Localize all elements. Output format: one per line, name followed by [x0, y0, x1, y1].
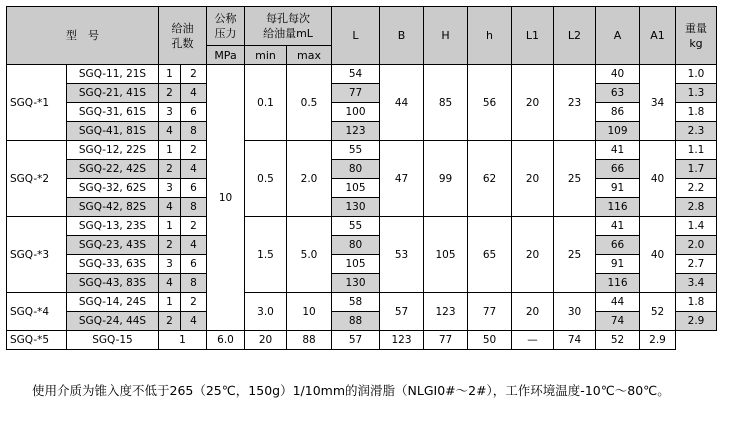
group-label: SGQ-*2: [7, 141, 67, 217]
weight-cell: 1.8: [676, 293, 717, 312]
table-row: [7, 331, 717, 350]
table-row: [7, 293, 717, 312]
B-cell: 44: [380, 65, 424, 141]
holes-cell: 6: [181, 179, 207, 198]
L-cell: 105: [332, 179, 380, 198]
table-row: [7, 65, 717, 84]
header-L2: L2: [554, 7, 596, 65]
L-cell: 130: [332, 274, 380, 293]
weight-cell: 3.4: [676, 274, 717, 293]
model-cell: SGQ-13, 23S: [67, 217, 159, 236]
model-cell: SGQ-31, 61S: [67, 103, 159, 122]
A1-cell: 40: [640, 217, 676, 293]
vmax-cell: 2.0: [287, 141, 332, 217]
A-cell: 66: [596, 236, 640, 255]
usage-note-text: 使用介质为锥入度不低于265（25℃，150g）1/10mm的润滑脂（NLGI0#～2#），工作环境温度-10℃～80℃。: [32, 383, 670, 398]
weight-cell: 2.0: [676, 236, 717, 255]
holes-cell: 1: [159, 331, 207, 350]
L1-cell: 20: [512, 293, 554, 331]
table-row: [7, 122, 717, 141]
holes-cell: 2: [181, 65, 207, 84]
H-cell: 105: [424, 217, 468, 293]
weight-cell: 2.9: [640, 331, 676, 350]
holes-cell: 2: [159, 312, 181, 331]
weight-cell: 2.7: [676, 255, 717, 274]
header-h: h: [468, 7, 512, 65]
holes-cell: 2: [159, 160, 181, 179]
holes-cell: 6: [181, 255, 207, 274]
A-cell: 74: [596, 312, 640, 331]
table-row: [7, 255, 717, 274]
holes-cell: 2: [181, 141, 207, 160]
holes-cell: 2: [181, 293, 207, 312]
vmin-cell: 0.5: [245, 141, 287, 217]
A1-cell: 34: [640, 65, 676, 141]
L-cell: 130: [332, 198, 380, 217]
L-cell: 55: [332, 141, 380, 160]
A-cell: 116: [596, 274, 640, 293]
h-cell: 56: [468, 65, 512, 141]
L-cell: 100: [332, 103, 380, 122]
holes-cell: 4: [181, 236, 207, 255]
weight-cell: 1.8: [676, 103, 717, 122]
L-cell: 88: [332, 312, 380, 331]
table-row: [7, 274, 717, 293]
group-label: SGQ-*1: [7, 65, 67, 141]
model-cell: SGQ-42, 82S: [67, 198, 159, 217]
L1-cell: 20: [512, 217, 554, 293]
table-row: [7, 84, 717, 103]
header-holes: 给油 孔数: [159, 7, 207, 65]
spec-table: [6, 6, 717, 350]
L1-cell: 50: [468, 331, 512, 350]
vmax-cell: 5.0: [287, 217, 332, 293]
weight-cell: 1.1: [676, 141, 717, 160]
header-pressure-line1: 公称: [214, 12, 237, 25]
holes-cell: 3: [159, 255, 181, 274]
holes-cell: 2: [159, 84, 181, 103]
L-cell: 54: [332, 65, 380, 84]
H-cell: 85: [424, 65, 468, 141]
table-row: [7, 179, 717, 198]
header-pressure: [207, 7, 245, 46]
H-cell: 123: [380, 331, 424, 350]
header-vmin: min: [245, 46, 287, 65]
vmin-cell: 1.5: [245, 217, 287, 293]
weight-cell: 2.2: [676, 179, 717, 198]
group-label: SGQ-*4: [7, 293, 67, 331]
L-cell: 88: [287, 331, 332, 350]
vmin-cell: 6.0: [207, 331, 245, 350]
holes-cell: 4: [159, 274, 181, 293]
table-row: [7, 198, 717, 217]
L2-cell: 30: [554, 293, 596, 331]
header-volume: 每孔每次 给油量mL: [245, 7, 332, 46]
model-cell: SGQ-21, 41S: [67, 84, 159, 103]
header-pressure-unit: MPa: [207, 46, 245, 65]
B-cell: 57: [332, 331, 380, 350]
model-cell: SGQ-41, 81S: [67, 122, 159, 141]
header-L: L: [332, 7, 380, 65]
holes-cell: 1: [159, 217, 181, 236]
weight-cell: 1.7: [676, 160, 717, 179]
header-pressure-line2: 压力: [214, 27, 237, 40]
table-row: [7, 160, 717, 179]
L-cell: 80: [332, 160, 380, 179]
A-cell: 109: [596, 122, 640, 141]
B-cell: 53: [380, 217, 424, 293]
table-row: [7, 236, 717, 255]
model-cell: SGQ-32, 62S: [67, 179, 159, 198]
holes-cell: 4: [159, 198, 181, 217]
h-cell: 62: [468, 141, 512, 217]
A1-cell: 52: [640, 293, 676, 331]
table-row: [7, 103, 717, 122]
vmin-cell: 3.0: [245, 293, 287, 331]
header-A1: A1: [640, 7, 676, 65]
holes-cell: 6: [181, 103, 207, 122]
model-cell: SGQ-24, 44S: [67, 312, 159, 331]
holes-cell: 4: [159, 122, 181, 141]
vmax-cell: 20: [245, 331, 287, 350]
H-cell: 123: [424, 293, 468, 331]
holes-cell: 8: [181, 198, 207, 217]
header-H: H: [424, 7, 468, 65]
holes-cell: 4: [181, 312, 207, 331]
holes-cell: 3: [159, 103, 181, 122]
A-cell: 40: [596, 65, 640, 84]
model-cell: SGQ-33, 63S: [67, 255, 159, 274]
L1-cell: 20: [512, 141, 554, 217]
usage-note: [8, 380, 723, 401]
A-cell: 116: [596, 198, 640, 217]
L-cell: 105: [332, 255, 380, 274]
table-row: [7, 312, 717, 331]
holes-cell: 2: [159, 236, 181, 255]
B-cell: 47: [380, 141, 424, 217]
A-cell: 44: [596, 293, 640, 312]
holes-cell: 8: [181, 122, 207, 141]
holes-cell: 4: [181, 160, 207, 179]
header-B: B: [380, 7, 424, 65]
holes-cell: 1: [159, 293, 181, 312]
A-cell: 41: [596, 217, 640, 236]
group-label: SGQ-*3: [7, 217, 67, 293]
holes-cell: 3: [159, 179, 181, 198]
model-cell: SGQ-15: [67, 331, 159, 350]
A1-cell: 40: [640, 141, 676, 217]
model-cell: SGQ-23, 43S: [67, 236, 159, 255]
H-cell: 99: [424, 141, 468, 217]
L2-cell: 25: [554, 217, 596, 293]
h-cell: 77: [424, 331, 468, 350]
A-cell: 91: [596, 255, 640, 274]
L-cell: 58: [332, 293, 380, 312]
model-cell: SGQ-14, 24S: [67, 293, 159, 312]
weight-cell: 1.4: [676, 217, 717, 236]
A-cell: 86: [596, 103, 640, 122]
h-cell: 77: [468, 293, 512, 331]
L-cell: 55: [332, 217, 380, 236]
holes-cell: 8: [181, 274, 207, 293]
model-cell: SGQ-11, 21S: [67, 65, 159, 84]
L-cell: 80: [332, 236, 380, 255]
A1-cell: 52: [596, 331, 640, 350]
A-cell: 66: [596, 160, 640, 179]
A-cell: 74: [554, 331, 596, 350]
weight-cell: 2.9: [676, 312, 717, 331]
L2-cell: 23: [554, 65, 596, 141]
weight-cell: 2.3: [676, 122, 717, 141]
holes-cell: 2: [181, 217, 207, 236]
vmax-cell: 10: [287, 293, 332, 331]
holes-cell: 1: [159, 141, 181, 160]
weight-cell: 2.8: [676, 198, 717, 217]
B-cell: 57: [380, 293, 424, 331]
model-cell: SGQ-43, 83S: [67, 274, 159, 293]
vmin-cell: 0.1: [245, 65, 287, 141]
table-row: [7, 141, 717, 160]
header-weight: 重量 kg: [676, 7, 717, 65]
header-A: A: [596, 7, 640, 65]
model-cell: SGQ-12, 22S: [67, 141, 159, 160]
group-label: SGQ-*5: [7, 331, 67, 350]
L2-cell: —: [512, 331, 554, 350]
table-row: [7, 217, 717, 236]
L1-cell: 20: [512, 65, 554, 141]
weight-cell: 1.0: [676, 65, 717, 84]
h-cell: 65: [468, 217, 512, 293]
header-vmax: max: [287, 46, 332, 65]
holes-cell: 1: [159, 65, 181, 84]
pressure-cell: 10: [207, 65, 245, 331]
A-cell: 63: [596, 84, 640, 103]
A-cell: 41: [596, 141, 640, 160]
weight-cell: 1.3: [676, 84, 717, 103]
L2-cell: 25: [554, 141, 596, 217]
L-cell: 123: [332, 122, 380, 141]
vmax-cell: 0.5: [287, 65, 332, 141]
A-cell: 91: [596, 179, 640, 198]
L-cell: 77: [332, 84, 380, 103]
model-cell: SGQ-22, 42S: [67, 160, 159, 179]
header-L1: L1: [512, 7, 554, 65]
header-model: 型 号: [7, 7, 159, 65]
holes-cell: 4: [181, 84, 207, 103]
